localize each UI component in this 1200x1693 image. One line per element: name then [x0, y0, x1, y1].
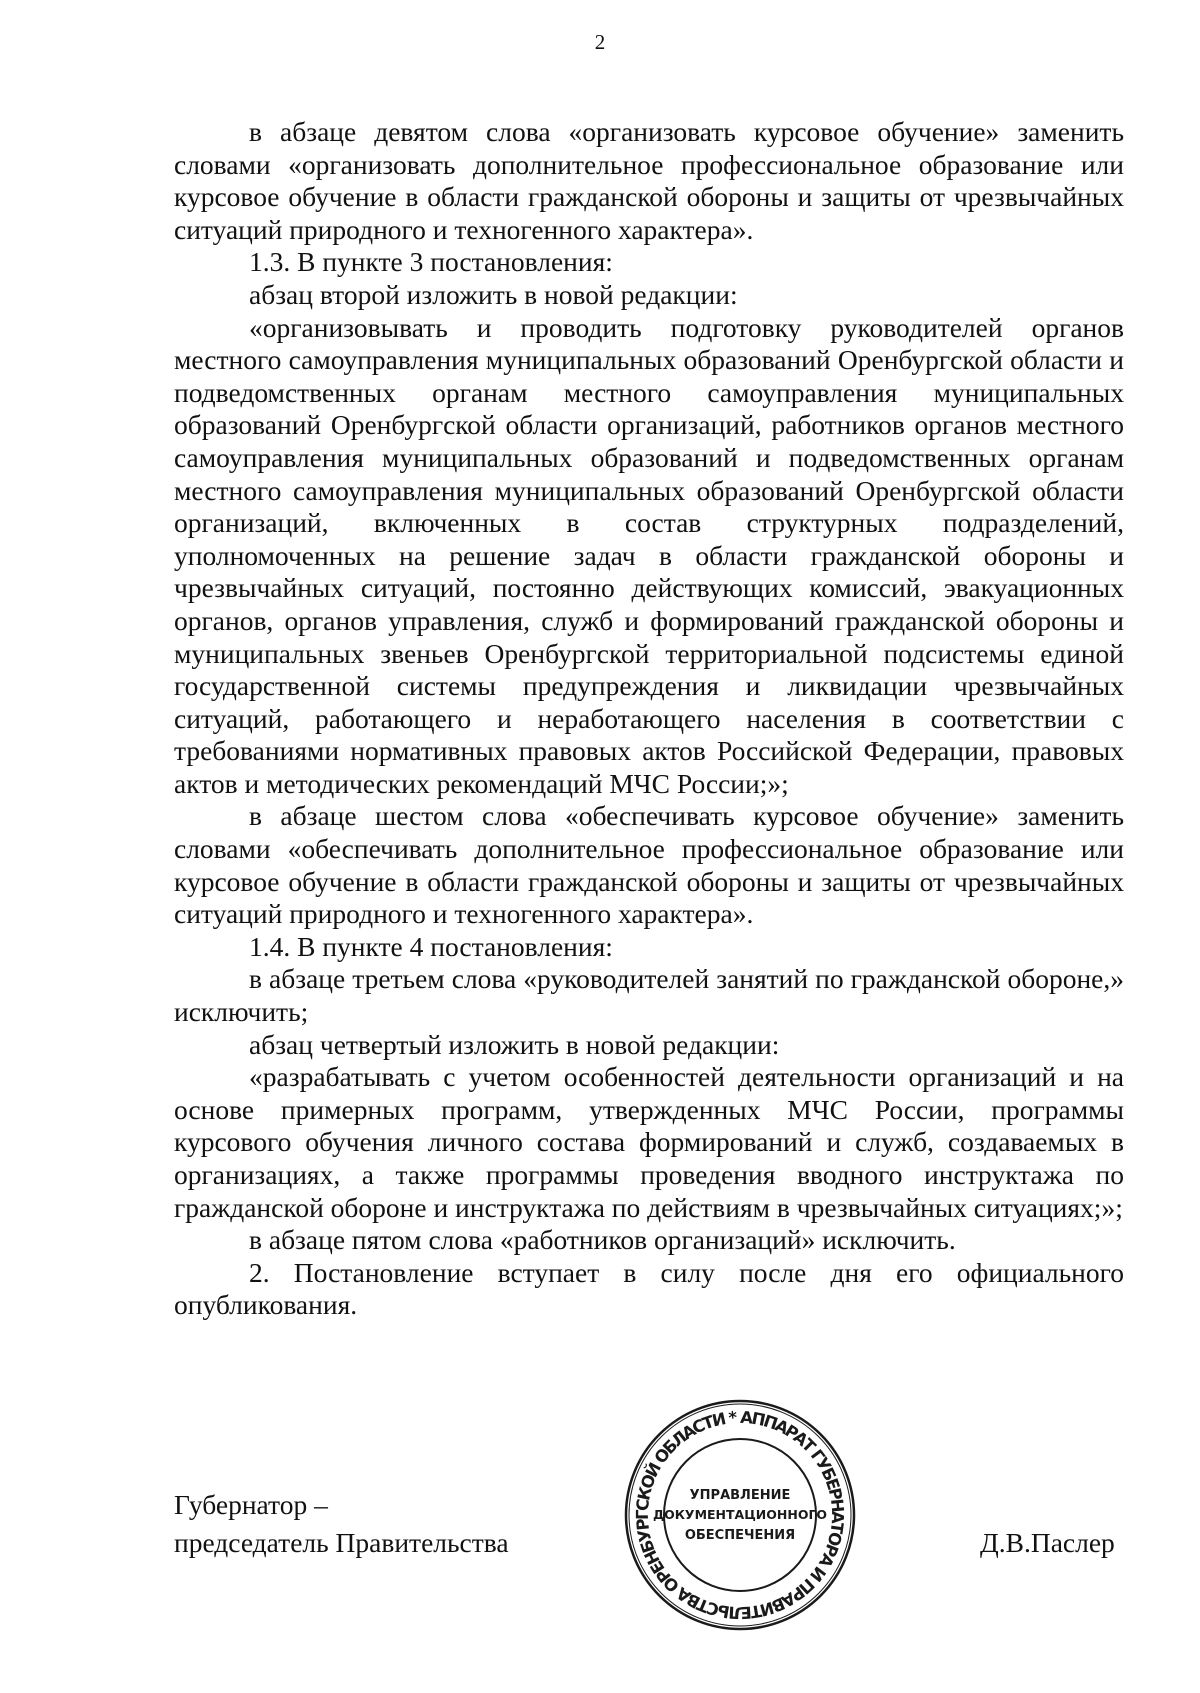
stamp-center-line3: ОБЕСПЕЧЕНИЯ	[684, 1528, 796, 1543]
paragraph-5: в абзаце шестом слова «обеспечивать курсовое обучение» заменить словами «обеспечивать дополнительное профессиональное образование или курсовое обучение в области гражданской обороны и защиты от чрезвычайных ситуаций природного и техногенного характера».	[174, 800, 1124, 930]
paragraph-9: «разрабатывать с учетом особенностей деятельности организаций и на основе примерных программ, утвержденных МЧС России, программы курсового обучения личного состава формирований и служб, создаваемых в организациях, а также программы проведения вводного инструктажа по гражданской обороне и инструктажа по действиям в чрезвычайных ситуациях;»;	[174, 1061, 1124, 1223]
stamp-ring-text: АППАРАТ ГУБЕРНАТОРА И ПРАВИТЕЛЬСТВА ОРЕНБУРГСКОЙ ОБЛАСТИ *	[632, 1407, 848, 1623]
signature-position-line2: председатель Правительства	[174, 1527, 509, 1558]
paragraph-2: 1.3. В пункте 3 постановления:	[249, 246, 613, 278]
paragraph-6: 1.4. В пункте 4 постановления:	[249, 930, 613, 962]
signature-name: Д.В.Паслер	[980, 1527, 1115, 1558]
document-body	[174, 116, 1124, 1322]
stamp-center-line1: УПРАВЛЕНИЕ	[689, 1488, 791, 1503]
paragraph-7: в абзаце третьем слова «руководителей занятий по гражданской обороне,» исключить;	[174, 963, 1124, 1028]
stamp-graphic	[620, 1395, 860, 1635]
paragraph-11: 2. Постановление вступает в силу после дня его официального опубликования.	[174, 1256, 1124, 1321]
stamp-center-line2: ДОКУМЕНТАЦИОННОГО	[652, 1507, 828, 1522]
paragraph-4: «организовывать и проводить подготовку руководителей органов местного самоуправления муниципальных образований Оренбургской области и подведомственных органам местного самоуправления муниципальных образований Оренбургской области организаций, работников органов местного самоуправления муниципальных образований и подведомственных органам местного самоуправления муниципальных образований Оренбургской области организаций, включенных в состав структурных подразделений, уполномоченных на решение задач в области гражданской обороны и чрезвычайных ситуаций, постоянно действующих комиссий, эвакуационных органов, органов управления, служб и формирований гражданской обороны и муниципальных звеньев Оренбургской территориальной подсистемы единой государственной системы предупреждения и ликвидации чрезвычайных ситуаций, работающего и неработающего населения в соответствии с требованиями нормативных правовых актов Российской Федерации, правовых актов и методических рекомендаций МЧС России;»;	[174, 311, 1124, 799]
paragraph-3: абзац второй изложить в новой редакции:	[249, 278, 738, 310]
signature-position	[174, 1486, 509, 1562]
paragraph-10: в абзаце пятом слова «работников организаций» исключить.	[249, 1224, 956, 1256]
paragraph-1: в абзаце девятом слова «организовать курсовое обучение» заменить словами «организовать дополнительное профессиональное образование или курсовое обучение в области гражданской обороны и защиты от чрезвычайных ситуаций природного и техногенного характера».	[174, 116, 1124, 245]
paragraph-8: абзац четвертый изложить в новой редакции:	[249, 1028, 780, 1060]
signature-position-line1: Губернатор –	[174, 1489, 328, 1520]
page-number: 2	[594, 30, 606, 54]
official-stamp	[620, 1395, 860, 1635]
